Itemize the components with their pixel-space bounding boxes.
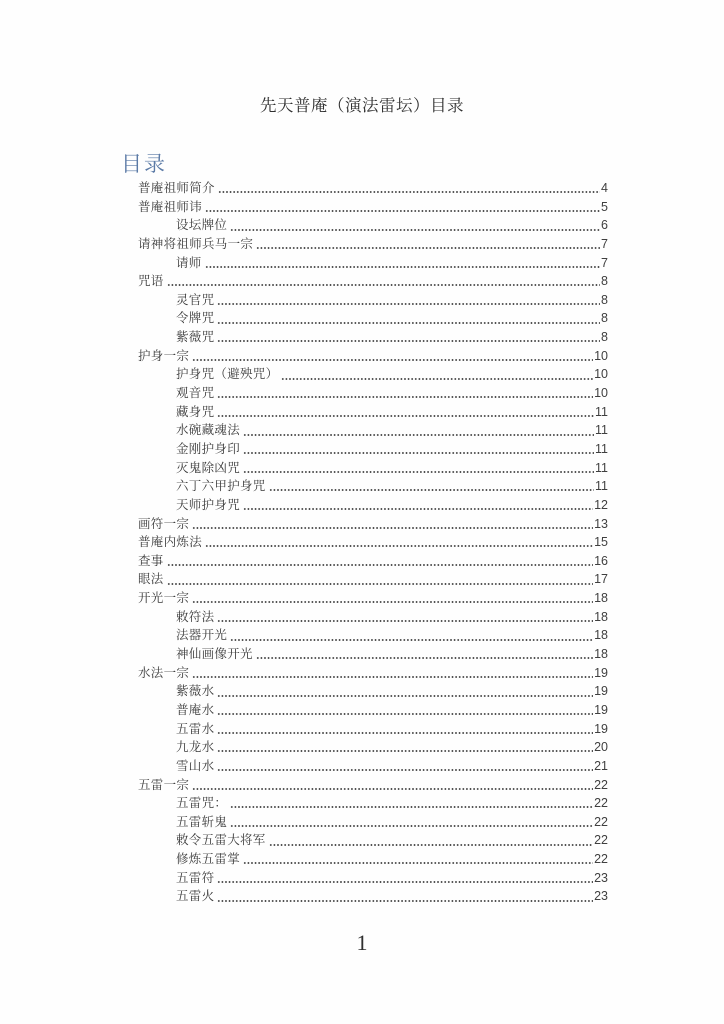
dot-leader [205, 200, 600, 213]
dot-leader [230, 219, 600, 232]
dot-leader [217, 387, 593, 400]
toc-entry-label: 灵官咒 [176, 292, 215, 307]
toc-entry-page: 12 [594, 497, 608, 512]
dot-leader [217, 294, 600, 307]
toc-entry[interactable] [138, 776, 608, 795]
toc-entry-label: 五雷符 [176, 870, 215, 885]
toc-entry-page: 8 [601, 292, 608, 307]
toc-entry-page: 10 [594, 348, 608, 363]
toc-entry[interactable] [138, 309, 608, 328]
toc-entry[interactable] [138, 347, 608, 366]
dot-leader [217, 890, 593, 903]
toc-heading: 目录 [121, 152, 167, 176]
toc-entry-label: 六丁六甲护身咒 [176, 479, 266, 494]
toc-entry-label: 请师 [176, 255, 202, 270]
dot-leader [217, 704, 593, 717]
toc-entry-label: 金刚护身印 [176, 441, 241, 456]
toc-entry[interactable] [138, 235, 608, 254]
toc-entry-label: 设坛牌位 [176, 218, 228, 233]
toc-entry-label: 敕符法 [176, 609, 215, 624]
toc-entry[interactable] [138, 459, 608, 478]
dot-leader [243, 499, 593, 512]
toc-entry[interactable] [138, 328, 608, 347]
toc-entry[interactable] [138, 831, 608, 850]
dot-leader [192, 517, 593, 530]
toc-entry-label: 画符一宗 [138, 516, 190, 531]
dot-leader [256, 648, 593, 661]
toc-entry[interactable] [138, 869, 608, 888]
dot-leader [217, 406, 594, 419]
toc-entry-page: 22 [594, 833, 608, 848]
toc-entry-label: 九龙水 [176, 740, 215, 755]
toc-entry[interactable] [138, 198, 608, 217]
toc-entry-page: 6 [601, 218, 608, 233]
toc-entry-label: 神仙画像开光 [176, 647, 253, 662]
document-title: 先天普庵（演法雷坛）目录 [260, 96, 464, 115]
dot-leader [269, 834, 593, 847]
toc-entry-label: 护身咒（避殃咒） [176, 367, 279, 382]
toc-entry[interactable] [138, 738, 608, 757]
toc-entry-page: 10 [594, 386, 608, 401]
dot-leader [192, 666, 593, 679]
toc-entry-label: 令牌咒 [176, 311, 215, 326]
toc-entry-page: 13 [594, 516, 608, 531]
toc-entry[interactable] [138, 496, 608, 515]
toc-entry-label: 灭鬼除凶咒 [176, 460, 241, 475]
toc-entry-label: 五雷水 [176, 721, 215, 736]
toc-entry[interactable] [138, 403, 608, 422]
toc-entry[interactable] [138, 291, 608, 310]
dot-leader [217, 872, 593, 885]
toc-entry-page: 19 [594, 702, 608, 717]
toc-entry-label: 开光一宗 [138, 591, 190, 606]
toc-entry-label: 护身一宗 [138, 348, 190, 363]
toc-entry[interactable] [138, 384, 608, 403]
toc-entry-label: 咒语 [138, 274, 164, 289]
dot-leader [217, 611, 593, 624]
toc-entry[interactable] [138, 608, 608, 627]
toc-entry-label: 眼法 [138, 572, 164, 587]
dot-leader [217, 760, 593, 773]
toc-entry[interactable] [138, 887, 608, 906]
dot-leader [217, 331, 600, 344]
dot-leader [256, 238, 600, 251]
toc-entry-page: 8 [601, 330, 608, 345]
toc-entry[interactable] [138, 682, 608, 701]
toc-entry-page: 23 [594, 870, 608, 885]
dot-leader [192, 350, 593, 363]
toc-entry-page: 8 [601, 311, 608, 326]
toc-entry-page: 19 [594, 665, 608, 680]
toc-entry-page: 11 [595, 460, 608, 475]
toc-entry-label: 查事 [138, 553, 164, 568]
toc-entry[interactable] [138, 515, 608, 534]
toc-entry-page: 22 [594, 796, 608, 811]
toc-entry[interactable] [138, 794, 608, 813]
dot-leader [230, 629, 593, 642]
toc-entry-page: 10 [594, 367, 608, 382]
toc-entry-page: 22 [594, 814, 608, 829]
toc-entry[interactable] [138, 552, 608, 571]
toc-entry-page: 8 [601, 274, 608, 289]
dot-leader [230, 816, 593, 829]
dot-leader [243, 443, 594, 456]
toc-entry-page: 5 [601, 199, 608, 214]
toc-entry-label: 法器开光 [176, 628, 228, 643]
toc-entry-page: 23 [594, 889, 608, 904]
toc-entry-label: 修炼五雷掌 [176, 852, 241, 867]
toc-entry-label: 请神将祖师兵马一宗 [138, 236, 254, 251]
dot-leader [217, 722, 593, 735]
toc-entry[interactable] [138, 664, 608, 683]
toc-entry[interactable] [138, 850, 608, 869]
dot-leader [167, 555, 593, 568]
toc-entry-label: 五雷火 [176, 889, 215, 904]
toc-entry-page: 19 [594, 684, 608, 699]
toc-entry-label: 天师护身咒 [176, 497, 241, 512]
toc-entry[interactable] [138, 589, 608, 608]
toc-entry-label: 五雷一宗 [138, 777, 190, 792]
toc-entry-page: 19 [594, 721, 608, 736]
dot-leader [230, 797, 593, 810]
toc-entry[interactable] [138, 440, 608, 459]
footer-page-number: 1 [356, 930, 368, 955]
toc-entry-label: 普庵内炼法 [138, 535, 203, 550]
dot-leader [269, 480, 594, 493]
toc-entry[interactable] [138, 216, 608, 235]
toc-entry-page: 11 [595, 441, 608, 456]
dot-leader [243, 853, 593, 866]
toc-entry[interactable] [138, 701, 608, 720]
toc-entry-page: 7 [601, 236, 608, 251]
toc-entry-label: 五雷斩鬼 [176, 814, 228, 829]
dot-leader [192, 592, 593, 605]
toc-entry[interactable] [138, 720, 608, 739]
dot-leader [205, 536, 593, 549]
dot-leader [205, 256, 600, 269]
toc-entry-label: 敕令五雷大将军 [176, 833, 266, 848]
dot-leader [243, 424, 594, 437]
toc-entry[interactable] [138, 421, 608, 440]
toc-entry[interactable] [138, 365, 608, 384]
toc-entry-page: 7 [601, 255, 608, 270]
toc-entry-page: 11 [595, 404, 608, 419]
toc-entry-page: 18 [594, 647, 608, 662]
toc-entry-page: 21 [594, 758, 608, 773]
toc-entry-page: 17 [594, 572, 608, 587]
toc-entry-label: 紫薇水 [176, 684, 215, 699]
toc-entry[interactable] [138, 179, 608, 198]
toc-entry[interactable] [138, 254, 608, 273]
dot-leader [217, 685, 593, 698]
dot-leader [217, 741, 593, 754]
toc-entry-page: 4 [601, 181, 608, 195]
toc-entry[interactable] [138, 533, 608, 552]
toc-entry-page: 18 [594, 591, 608, 606]
dot-leader [167, 275, 600, 288]
toc-entry-label: 普庵祖师简介 [138, 181, 215, 195]
toc-entry[interactable] [138, 626, 608, 645]
toc-entry-label: 雪山水 [176, 758, 215, 773]
toc-entry-label: 普庵水 [176, 702, 215, 717]
dot-leader [192, 778, 593, 791]
dot-leader [243, 461, 594, 474]
toc-entry-page: 22 [594, 852, 608, 867]
toc-entry[interactable] [138, 477, 608, 496]
toc-entry[interactable] [138, 272, 608, 291]
toc-entry-page: 15 [594, 535, 608, 550]
toc-entry[interactable] [138, 813, 608, 832]
dot-leader [281, 368, 593, 381]
toc-entry-page: 11 [595, 423, 608, 438]
toc-list [138, 179, 608, 906]
toc-entry-label: 水法一宗 [138, 665, 190, 680]
toc-entry-page: 11 [595, 479, 608, 494]
toc-entry-label: 紫薇咒 [176, 330, 215, 345]
toc-entry-page: 18 [594, 609, 608, 624]
toc-entry-label: 普庵祖师讳 [138, 199, 203, 214]
dot-leader [167, 573, 593, 586]
toc-entry-label: 观音咒 [176, 386, 215, 401]
toc-entry[interactable] [138, 570, 608, 589]
dot-leader [218, 182, 600, 195]
toc-entry-label: 藏身咒 [176, 404, 215, 419]
toc-entry-page: 16 [594, 553, 608, 568]
toc-entry-label: 五雷咒： [176, 796, 228, 811]
toc-entry-page: 20 [594, 740, 608, 755]
toc-entry[interactable] [138, 645, 608, 664]
toc-entry-page: 18 [594, 628, 608, 643]
toc-entry-label: 水碗藏魂法 [176, 423, 241, 438]
dot-leader [217, 312, 600, 325]
toc-entry-page: 22 [594, 777, 608, 792]
toc-entry[interactable] [138, 757, 608, 776]
